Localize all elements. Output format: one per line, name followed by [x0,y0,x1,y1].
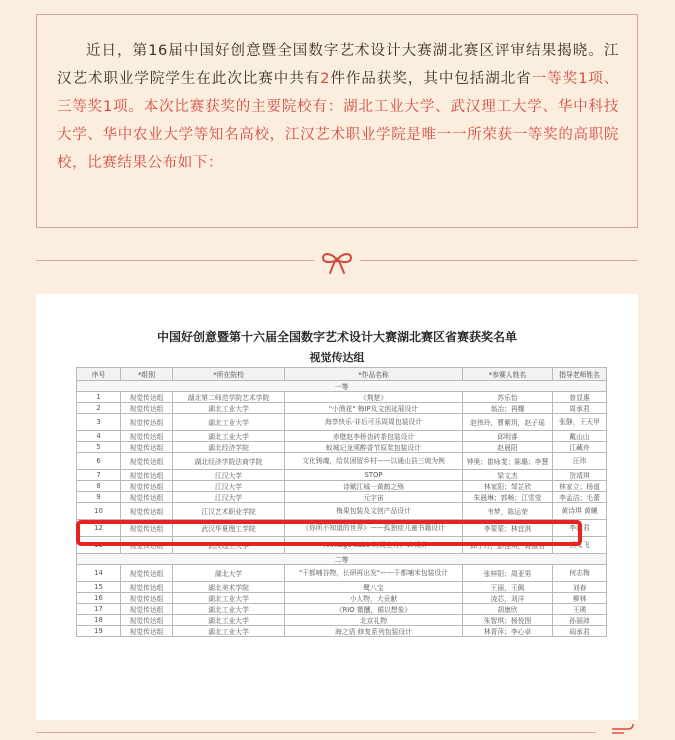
table-cell: 17 [77,604,121,615]
table-cell: 苏乐怡 [463,392,553,403]
table-cell: 蚁城记龙须醉香节原浆包装设计 [285,442,463,453]
table-row [77,414,607,431]
table-cell: 贺靖琪 [553,470,607,481]
table-cell: 王瑛 [553,604,607,615]
table-header-row [77,368,607,381]
table-row [77,431,607,442]
table-cell: 15 [77,582,121,593]
table-cell: 北京礼物 [285,615,463,626]
notice-highlight-text: 一等奖1项、三等奖1项。本次比赛获奖的主要院校有：湖北工业大学、武汉理工大学、华中科技大学、华中农业大学等知名高校，江汉艺术职业学院是唯一一所荣获一等奖的高职院校，比赛结果公布如下： [57,71,619,171]
table-cell: 视觉传达组 [121,615,173,626]
table-cell: 周承君 [553,403,607,414]
notice-text: 近日，第16届中国好创意暨全国数字艺术设计大赛湖北赛区评审结果揭晓。江汉艺术职业学院学生在此次比赛中共有2件作品获奖，其中包括湖北省一等奖1项、三等奖1项。本次比赛获奖的主要院校有：湖北工业大学、武汉理工大学、华中科技大学、华中农业大学等知名高校，江汉艺术职业学院是唯一一所荣获一等奖的高职院校，比赛结果公布如下： [57,43,619,171]
highlight-box [76,520,582,546]
bow-ornament-icon [320,250,354,276]
table-cell: 朱智琪；杨悦图 [463,615,553,626]
section-label: 一等 [77,381,607,392]
header-cell: *参赛人姓名 [463,368,553,381]
table-cell: STOP [285,470,463,481]
table-cell: 王丽，王佩 [463,582,553,593]
award-list-document [36,294,638,720]
table-cell: 《vintage cube 时间立方》vi 设计 [285,537,463,554]
table-cell: 湖北工业大学 [173,403,285,414]
table-row [77,403,607,414]
table-cell: 16 [77,593,121,604]
document-title: 中国好创意暨第十六届全国数字艺术设计大赛湖北赛区省赛获奖名单 [156,330,517,344]
table-cell: 视觉传达组 [121,442,173,453]
table-cell: 邱明睿 [463,431,553,442]
table-cell: 视觉传达组 [121,492,173,503]
table-cell: 《RIO 微醺，循以想象》 [285,604,463,615]
table-cell: 《你所不知道的世界》——孤独症儿童书籍设计 [285,520,463,537]
table-cell: 江汉大学 [173,481,285,492]
table-cell: 19 [77,626,121,637]
table-cell: 视觉传达组 [121,431,173,442]
divider-left [36,260,314,261]
table-cell: 9 [77,492,121,503]
table-cell: 何志梅 [553,565,607,582]
table-cell: 《荆楚》 [285,392,463,403]
table-cell: 视觉传达组 [121,453,173,470]
table-cell: 视觉传达组 [121,520,173,537]
table-cell: 5 [77,442,121,453]
table-cell: 海之语 修复系列包装设计 [285,626,463,637]
table-cell: 视觉传达组 [121,503,173,520]
table-cell: 李孟洁；毛蕾 [553,492,607,503]
table-cell: 2 [77,403,121,414]
award-count: 2 [320,71,331,87]
table-row [77,470,607,481]
table-cell: 湖北工业大学 [173,615,285,626]
header-cell: 序号 [77,368,121,381]
table-cell: 元宇宙 [285,492,463,503]
table-cell: 邱子玲，彭佳琪，蒋淑君 [463,537,553,554]
table-cell: 视觉传达组 [121,537,173,554]
table-cell: 视觉传达组 [121,481,173,492]
table-cell: 翁治；再耀 [463,403,553,414]
notice-box [36,14,638,228]
table-cell: 湖北第二师范学院艺术学院 [173,392,285,403]
divider-right [360,260,638,261]
table-cell: 江汉艺术职业学院 [173,503,285,520]
table-cell: 6 [77,453,121,470]
table-cell: 阎承君 [553,626,607,637]
table-cell: 12 [77,520,121,537]
table-row [77,492,607,503]
table-cell: 湖北工业大学 [173,626,285,637]
table-cell: 张静，王天甲 [553,414,607,431]
table-cell: 视觉传达组 [121,403,173,414]
header-cell: *所在院校 [173,368,285,381]
table-cell: "小渔花" 梅IP及文创延展设计 [285,403,463,414]
table-cell: 武汉理工大学 [173,537,285,554]
award-table [76,367,607,637]
table-cell: 14 [77,565,121,582]
table-row [77,503,607,520]
table-cell: 诗赋江城一黄鹤之殇 [285,481,463,492]
section-row-first-prize [77,381,607,392]
table-cell: 视觉传达组 [121,604,173,615]
table-row [77,615,607,626]
table-row [77,582,607,593]
table-cell: 7 [77,470,121,481]
table-cell: 柳林 [553,593,607,604]
table-cell: 林家阳；邹芷欣 [463,481,553,492]
table-cell: 凌芯，刘洋 [463,593,553,604]
table-cell: 黄诗琪 黄曦 [553,503,607,520]
table-cell: 视觉传达组 [121,470,173,481]
table-cell: 3 [77,414,121,431]
table-cell: 视觉传达组 [121,392,173,403]
table-cell: 视觉传达组 [121,593,173,604]
table-row [77,392,607,403]
table-cell: 梁文杰 [463,470,553,481]
table-cell: 18 [77,615,121,626]
table-cell: 视觉传达组 [121,626,173,637]
table-cell: 视觉传达组 [121,565,173,582]
table-cell: 李蒙蒙；林宜淇 [463,520,553,537]
header-cell: *作品名称 [285,368,463,381]
table-cell: 曾显惠 [553,392,607,403]
table-cell: 戴山山 [553,431,607,442]
table-cell: 赤壁赵李桥齿砖茶包装设计 [285,431,463,442]
header-cell: 指导老师姓名 [553,368,607,381]
section-label: 二等 [77,554,607,565]
table-cell: 小人物，大贡献 [285,593,463,604]
header-cell: *组别 [121,368,173,381]
document-subtitle: 视觉传达组 [309,351,365,364]
table-row [77,604,607,615]
table-cell: 湖北工业大学 [173,604,285,615]
table-cell: 张梓阳；周亚男 [463,565,553,582]
corner-ornament-icon [612,722,634,736]
table-cell: 林青萍；李心卓 [463,626,553,637]
table-cell: 8 [77,481,121,492]
section-row-second-prize [77,554,607,565]
table-row [77,453,607,470]
table-cell: 孙丽沛 [553,615,607,626]
table-cell: 视觉传达组 [121,582,173,593]
table-cell: 1 [77,392,121,403]
table-cell: 汪玮 [553,453,607,470]
table-cell: 武汉华夏理工学院 [173,520,285,537]
table-cell: 江藏舟 [553,442,607,453]
table-cell: 视觉传达组 [121,414,173,431]
table-cell: 江汉大学 [173,492,285,503]
table-row [77,481,607,492]
table-cell: 湖北美术学院 [173,582,285,593]
table-cell: 湖北经济学院法商学院 [173,453,285,470]
table-cell: "千都哺谷物，长研再出发"——千都哺米包装设计 [285,565,463,582]
table-cell: 赵晨阳 [463,442,553,453]
table-cell: 李雨君 [553,520,607,537]
table-cell: 梅果包装及文创产品设计 [285,503,463,520]
table-cell: 湖北工业大学 [173,431,285,442]
table-row [77,442,607,453]
table-cell: 钟奥；崔咏斐；陈璐；李慧 [463,453,553,470]
table-cell: 林家立；杨道 [553,481,607,492]
table-cell: 胡康欣 [463,604,553,615]
table-cell: 江汉大学 [173,470,285,481]
bottom-divider [36,732,596,733]
table-cell: 韦梦，陈运荣 [463,503,553,520]
table-cell: 熊义飞 [553,537,607,554]
table-cell: 湖北经济学院 [173,442,285,453]
table-cell: 湖北大学 [173,565,285,582]
table-row [77,593,607,604]
table-cell: 湖北工业大学 [173,414,285,431]
table-cell: 文化铸魂，给贫困留乡村——以通山县三坡为例 [285,453,463,470]
table-cell: 赵伟玲，曹紫玥，赵子瑶 [463,414,553,431]
table-cell: 13 [77,537,121,554]
table-row [77,565,607,582]
table-row [77,626,607,637]
table-cell: 鹭八宝 [285,582,463,593]
table-cell: 刘春 [553,582,607,593]
table-cell: 10 [77,503,121,520]
table-cell: 海享快乐·非后可乐周周包装设计 [285,414,463,431]
table-cell: 朱晨琳；郭畅；江雪莹 [463,492,553,503]
table-cell: 湖北工业大学 [173,593,285,604]
table-cell: 4 [77,431,121,442]
